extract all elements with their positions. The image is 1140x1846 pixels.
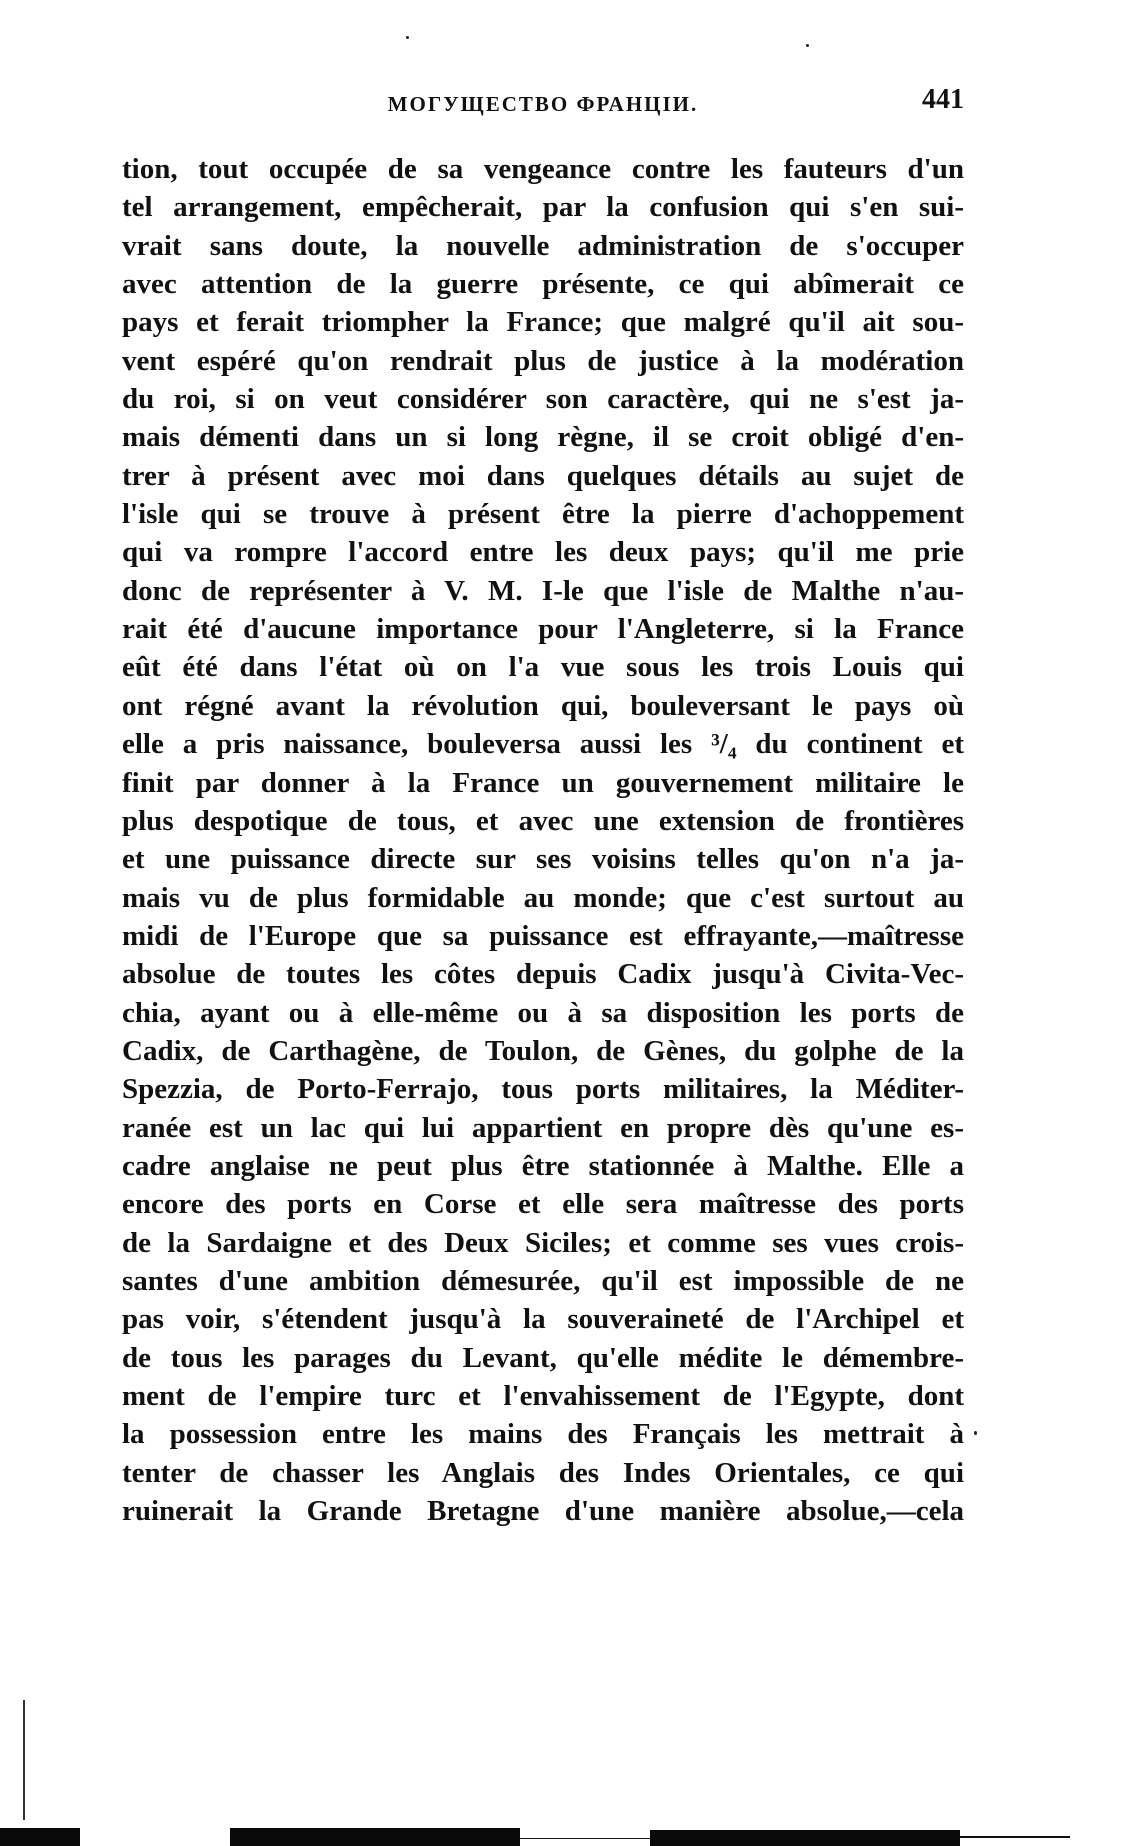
running-head: МОГУЩЕСТВО ФРАНЦІИ. [387, 92, 699, 116]
text-line: ruinerait la Grande Bretagne d'une manière absolue,—cela [122, 1495, 964, 1528]
text-line: donc de représenter à V. M. I-le que l'isle de Malthe n'au- [122, 574, 964, 607]
text-line: finit par donner à la France un gouvernement militaire le [122, 766, 964, 799]
text-line: qui va rompre l'accord entre les deux pays; qu'il me prie [122, 536, 964, 569]
text-line: la possession entre les mains des Français les mettrait à [122, 1418, 964, 1451]
text-line: ont régné avant la révolution qui, bouleversant le pays où [122, 689, 964, 722]
text-line: mais vu de plus formidable au monde; que c'est surtout au [122, 881, 964, 914]
text-line: Cadix, de Carthagène, de Toulon, de Gènes, du golphe de la [122, 1034, 964, 1067]
scan-bottom-bar [230, 1828, 520, 1846]
text-line: tel arrangement, empêcherait, par la confusion qui s'en sui- [122, 191, 964, 224]
text-line: elle a pris naissance, bouleversa aussi les ³/₄ du continent et [122, 728, 964, 761]
text-line: de tous les parages du Levant, qu'elle médite le démembre- [122, 1341, 964, 1374]
text-line: avec attention de la guerre présente, ce qui abîmerait ce [122, 268, 964, 301]
scan-speck [406, 36, 409, 39]
scan-bottom-line [960, 1836, 1070, 1838]
text-line: tenter de chasser les Anglais des Indes Orientales, ce qui [122, 1456, 964, 1489]
text-line: encore des ports en Corse et elle sera maîtresse des ports [122, 1188, 964, 1221]
scan-speck [974, 1431, 977, 1435]
body-text [122, 150, 964, 1530]
text-line: du roi, si on veut considérer son caractère, qui ne s'est ja- [122, 383, 964, 416]
scan-edge-line [23, 1700, 25, 1820]
text-line: l'isle qui se trouve à présent être la pierre d'achoppement [122, 498, 964, 531]
text-line: pays et ferait triompher la France; que malgré qu'il ait sou- [122, 306, 964, 339]
scan-speck [806, 44, 809, 47]
text-line: absolue de toutes les côtes depuis Cadix jusqu'à Civita-Vec- [122, 958, 964, 991]
text-line: ment de l'empire turc et l'envahissement de l'Egypte, dont [122, 1380, 964, 1412]
text-line: et une puissance directe sur ses voisins telles qu'on n'a ja- [122, 843, 964, 876]
text-line: vent espéré qu'on rendrait plus de justice à la modération [122, 344, 964, 377]
text-line: plus despotique de tous, et avec une extension de frontières [122, 804, 964, 837]
text-line: cadre anglaise ne peut plus être stationnée à Malthe. Elle a [122, 1149, 964, 1182]
text-line: chia, ayant ou à elle-même ou à sa disposition les ports de [122, 996, 964, 1029]
text-line: trer à présent avec moi dans quelques détails au sujet de [122, 459, 964, 492]
text-line: rait été d'aucune importance pour l'Angleterre, si la France [122, 613, 964, 646]
text-line: eût été dans l'état où on l'a vue sous les trois Louis qui [122, 651, 964, 684]
text-line: ranée est un lac qui lui appartient en propre dès qu'une es- [122, 1111, 964, 1144]
scan-bottom-bar [0, 1828, 80, 1846]
text-line: pas voir, s'étendent jusqu'à la souveraineté de l'Archipel et [122, 1303, 964, 1336]
text-line: midi de l'Europe que sa puissance est effrayante,—maîtresse [122, 919, 964, 952]
text-line: vrait sans doute, la nouvelle administration de s'occuper [122, 229, 964, 262]
text-line: de la Sardaigne et des Deux Siciles; et comme ses vues crois- [122, 1226, 964, 1259]
text-line: santes d'une ambition démesurée, qu'il est impossible de ne [122, 1264, 964, 1297]
scan-bottom-line [520, 1838, 650, 1839]
text-line: Spezzia, de Porto-Ferrajo, tous ports militaires, la Méditer- [122, 1073, 964, 1106]
scan-bottom-bar [650, 1830, 960, 1846]
page-header [122, 84, 964, 124]
text-line: mais démenti dans un si long règne, il se croit obligé d'en- [122, 421, 964, 454]
text-line: tion, tout occupée de sa vengeance contre les fauteurs d'un [122, 153, 964, 185]
page-number: 441 [922, 84, 964, 115]
